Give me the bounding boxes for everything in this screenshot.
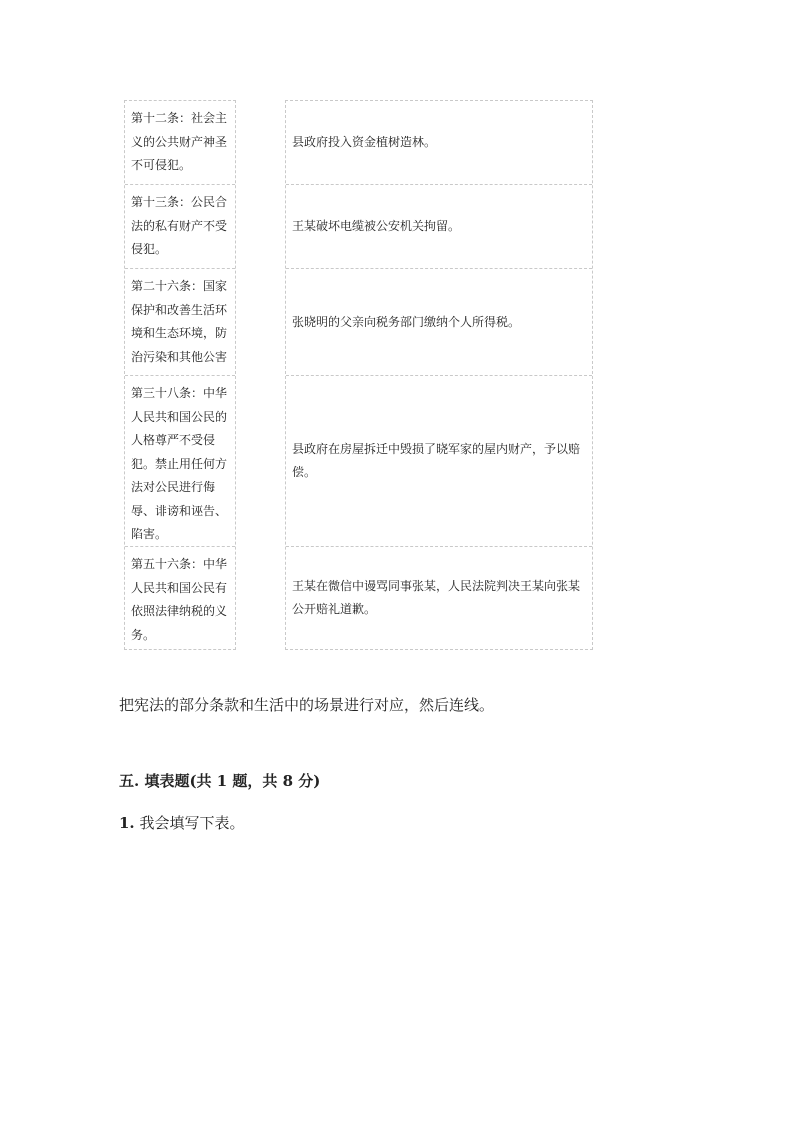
scene-column bbox=[285, 100, 593, 650]
scene-text: 张晓明的父亲向税务部门缴纳个人所得税。 bbox=[292, 314, 521, 329]
article-column bbox=[124, 100, 236, 650]
scene-text: 王某在微信中谩骂同事张某，人民法院判决王某向张某公开赔礼道歉。 bbox=[292, 579, 581, 616]
article-cell bbox=[125, 185, 235, 269]
article-cell bbox=[125, 101, 235, 185]
matching-instruction: 把宪法的部分条款和生活中的场景进行对应，然后连线。 bbox=[119, 696, 495, 714]
scene-cell bbox=[286, 269, 592, 376]
scene-cell bbox=[286, 547, 592, 649]
article-text: 第二十六条：国家保护和改善生活环境和生态环境，防治污染和其他公害 bbox=[131, 279, 228, 364]
question-text: 我会填写下表。 bbox=[134, 814, 245, 832]
scene-text: 县政府投入资金植树造林。 bbox=[292, 135, 437, 149]
scene-cell bbox=[286, 101, 592, 185]
question-number: 1. bbox=[119, 814, 135, 832]
article-cell bbox=[125, 376, 235, 547]
scene-text: 王某破坏电缆被公安机关拘留。 bbox=[292, 219, 461, 233]
article-cell bbox=[125, 269, 235, 376]
section-title: 五. 填表题(共 1 题，共 8 分) bbox=[119, 772, 321, 790]
scene-text: 县政府在房屋拆迁中毁损了晓军家的屋内财产，予以赔偿。 bbox=[292, 442, 581, 479]
article-text: 第十三条：公民合法的私有财产不受侵犯。 bbox=[131, 195, 228, 256]
scene-cell bbox=[286, 185, 592, 269]
article-cell bbox=[125, 547, 235, 649]
article-text: 第五十六条：中华人民共和国公民有依照法律纳税的义务。 bbox=[131, 557, 228, 642]
question-item bbox=[119, 812, 244, 834]
article-text: 第十二条：社会主义的公共财产神圣不可侵犯。 bbox=[131, 111, 228, 172]
article-text: 第三十八条：中华人民共和国公民的人格尊严不受侵犯。禁止用任何方法对公民进行侮辱、诽谤和诬告、陷害。 bbox=[131, 386, 228, 541]
scene-cell bbox=[286, 376, 592, 547]
